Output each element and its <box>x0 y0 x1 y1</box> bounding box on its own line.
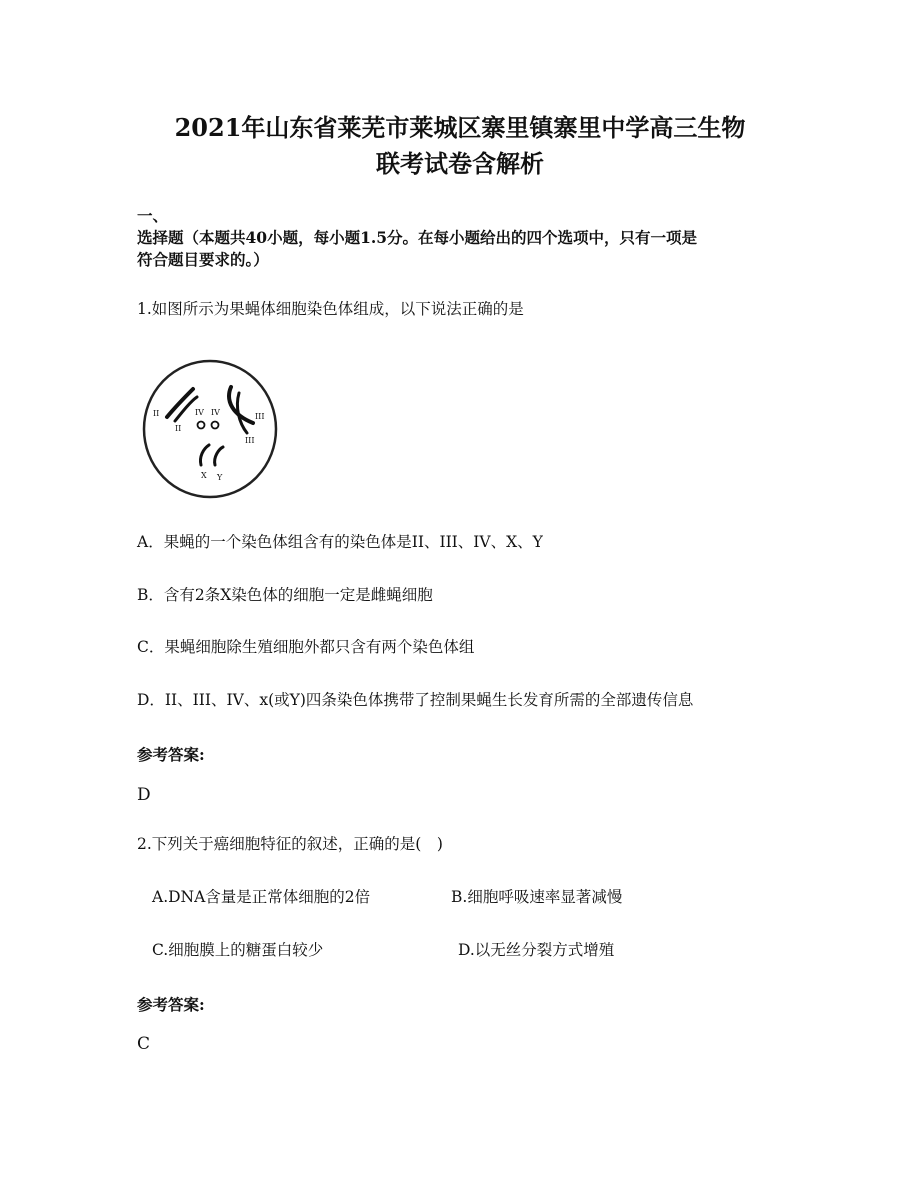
question-2-answer: C <box>137 1034 151 1054</box>
label-Y: Y <box>217 473 223 482</box>
question-2-option-c: C.细胞膜上的糖蛋白较少 <box>152 941 324 959</box>
chromosome-IV-b <box>212 422 219 429</box>
label-II-left: II <box>153 409 160 418</box>
question-1-stem: 1.如图所示为果蝇体细胞染色体组成，以下说法正确的是 <box>137 300 524 318</box>
question-1-option-c: C．果蝇细胞除生殖细胞外都只含有两个染色体组 <box>137 638 475 656</box>
label-III-right2: III <box>245 436 255 445</box>
document-title-line1: 2021年山东省莱芜市莱城区寨里镇寨里中学高三生物 <box>174 113 746 142</box>
question-1-option-d: D．II、III、IV、x(或Y)四条染色体携带了控制果蝇生长发育所需的全部遗传信息 <box>137 691 694 709</box>
question-1-answer: D <box>137 785 151 805</box>
question-2-option-a: A.DNA含量是正常体细胞的2倍 <box>152 888 371 906</box>
document-title-line2: 联考试卷含解析 <box>376 149 544 178</box>
chromosome-IV-a <box>198 422 205 429</box>
chromosome-figure <box>135 353 283 503</box>
section-heading-line2: 符合题目要求的。） <box>137 250 269 269</box>
label-X: X <box>201 471 207 480</box>
cell-outline <box>144 361 276 497</box>
question-2-option-d: D.以无丝分裂方式增殖 <box>458 941 615 959</box>
question-2-option-b: B.细胞呼吸速率显著减慢 <box>451 888 623 906</box>
chromosome-III-a <box>229 387 253 423</box>
label-IV-a: IV <box>195 408 204 417</box>
label-II-left2: II <box>175 424 182 433</box>
question-1-option-a: A．果蝇的一个染色体组含有的染色体是II、III、IV、X、Y <box>137 533 543 551</box>
chromosome-Y <box>215 447 223 465</box>
question-2-stem: 2.下列关于癌细胞特征的叙述，正确的是( ) <box>137 835 443 853</box>
question-2-answer-label: 参考答案: <box>137 995 205 1014</box>
label-III-right: III <box>255 412 265 421</box>
section-number: 一、 <box>137 206 169 225</box>
chromosome-II-b <box>175 397 197 421</box>
chromosome-III-b <box>237 393 247 433</box>
question-1-option-b: B．含有2条X染色体的细胞一定是雌蝇细胞 <box>137 586 433 604</box>
section-heading-line1: 选择题（本题共40小题，每小题1.5分。在每小题给出的四个选项中，只有一项是 <box>137 228 698 247</box>
question-1-answer-label: 参考答案: <box>137 745 205 764</box>
chromosome-X <box>200 445 209 465</box>
label-IV-b: IV <box>211 408 220 417</box>
